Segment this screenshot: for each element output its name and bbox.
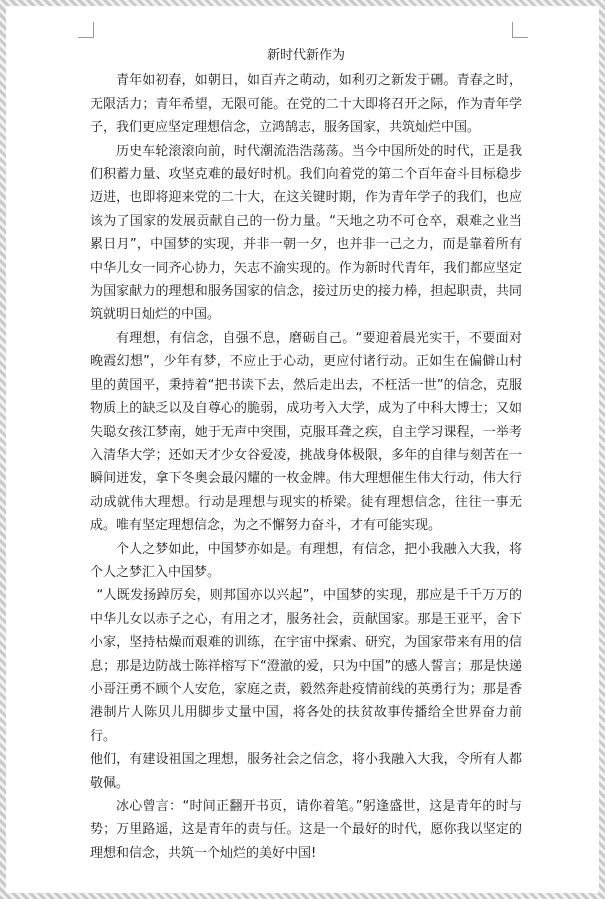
document-title: 新时代新作为	[266, 48, 345, 63]
paragraph: 历史车轮滚滚向前，时代潮流浩浩荡荡。当今中国所处的时代，正是我们积蓄力量、攻坚克难的最好时机。我们向着党的第二个百年奋斗目标稳步迈进，也即将迎来党的二十大，在这关键时期，作为青年学子的我们，也应该为了国家的发展贡献自己的一份力量。“天地之功不可仓卒，艰难之业当累日月”，中国梦的实现，并非一朝一夕，也并非一己之力，而是靠着所有中华儿女一同齐心协力，矢志不渝实现的。作为新时代青年，我们都应坚定为国家献力的理想和服务国家的信念，接过历史的接力棒，担起职责，共同筑就明日灿烂的中国。	[90, 143, 522, 323]
paragraph: 青年如初春，如朝日，如百卉之萌动，如利刃之新发于硎。青春之时，无限活力；青年希望，无限可能。在党的二十大即将召开之际，作为青年学子，我们更应坚定理想信念，立鸿鹄志，服务国家，共筑灿烂中国。	[90, 73, 522, 136]
margin-corner-mark-left	[78, 22, 94, 38]
margin-corner-mark-right	[512, 22, 528, 38]
paragraph: “人既发扬踔厉矣，则邦国亦以兴起”，中国梦的实现，那应是千千万万的中华儿女以赤子之心，有用之才，服务社会，贡献国家。那是王亚平，舍下小家，坚持枯燥而艰难的训练，在宇宙中探索、研究，为国家带来有用的信息；那是边防战士陈祥榕写下“澄澈的爱，只为中国”的感人誓言；那是快递小哥汪勇不顾个人安危，家庭之责，毅然奔赴疫情前线的英勇行为；那是香港制片人陈贝儿用脚步丈量中国，将各处的扶贫故事传播给全世界奋力前行。	[90, 588, 522, 744]
paragraph: 他们，有建设祖国之理想，服务社会之信念，将小我融入大我，令所有人都敬佩。	[90, 752, 522, 791]
paragraph: 冰心曾言：“时间正翻开书页，请你着笔。”躬逢盛世，这是青年的时与势；万里路遥，这是青年的责与任。这是一个最好的时代，愿你我以坚定的理想和信念，共筑一个灿烂的美好中国!	[90, 799, 522, 861]
paragraph: 有理想，有信念，自强不息，磨砺自己。“要迎着晨光实干，不要面对晚霞幻想”，少年有梦，不应止于心动，更应付诸行动。正如生在偏僻山村里的黄国平，秉持着“把书读下去，然后走出去，不枉活一世”的信念，克服物质上的缺乏以及自尊心的脆弱，成功考入大学，成为了中科大博士；又如失聪女孩江梦南，她于无声中突围，克服耳聋之疾，自主学习课程，一举考入清华大学；还如天才少女谷爱凌，挑战身体极限，多年的自律与刻苦在一瞬间迸发，拿下冬奥会最闪耀的一枚金牌。伟大理想催生伟大行动，伟大行动成就伟大理想。行动是理想与现实的桥梁。徒有理想信念，往往一事无成。唯有坚定理想信念，为之不懈努力奋斗，才有可能实现。	[90, 330, 522, 534]
paragraph: 个人之梦如此，中国梦亦如是。有理想，有信念，把小我融入大我，将个人之梦汇入中国梦。	[90, 541, 522, 580]
document-body[interactable]	[90, 44, 522, 865]
